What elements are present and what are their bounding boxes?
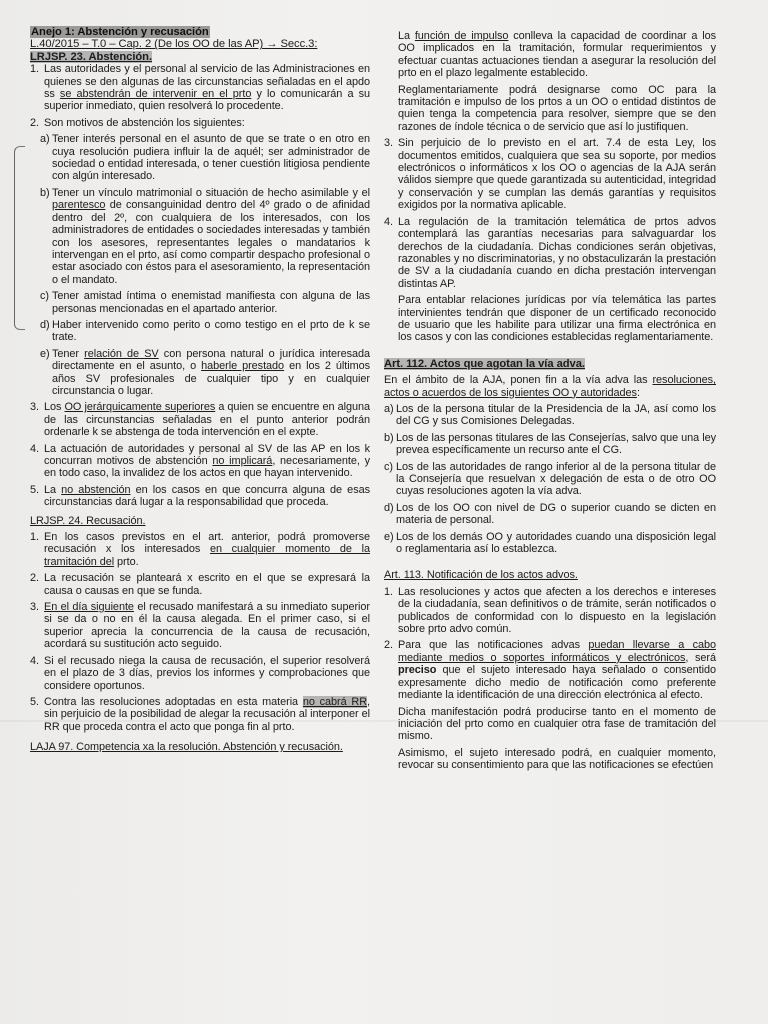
art24-paragraph-3: 3. En el día siguiente el recusado manifestará a su inmediato superior si se da o no en él la causa alegada. En el primer caso, si el superior aprecia la concurrencia de la causa de recusación, acordará su sustitución acto seguido. xyxy=(30,601,370,651)
art113-paragraph-2: 2. Para que las notificaciones advas puedan llevarse a cabo mediante medios o soportes informáticos y electrónicos, será preciso que el sujeto interesado haya señalado o consentido expresamente dicho medio de notificación como preferente mediante la identificación de una dirección electrónica al efecto. xyxy=(384,639,716,702)
art23-paragraph-4: 4. La actuación de autoridades y personal al SV de las AP en los k concurran motivos de abstención no implicará, necesariamente, y en todo caso, la invalidez de los actos en que hayan intervenido. xyxy=(30,442,370,480)
art24-paragraph-5: 5. Contra las resoluciones adoptadas en esta materia no cabrá RR, sin perjuicio de la posibilidad de alegar la recusación al interponer el RR que proceda contra el acto que ponga fin al prto. xyxy=(30,695,370,733)
section-heading-23 xyxy=(30,51,370,63)
art112-item-e: e) Los de los demás OO y autoridades cuando una disposición legal o reglamentaria así lo establezca. xyxy=(384,530,716,556)
art24-paragraph-1: 1. En los casos previstos en el art. anterior, podrá promoverse recusación x los interesados en cualquier momento de la tramitación del prto. xyxy=(30,531,370,568)
item-number: 1. xyxy=(30,63,39,76)
title-highlight: Anejo 1: Abstención y recusación xyxy=(31,26,209,38)
art112-intro: En el ámbito de la AJA, ponen fin a la vía adva las resoluciones, actos o acuerdos de los siguientes OO y autoridades: xyxy=(384,374,716,399)
art24-paragraph-2: 2. La recusación se planteará x escrito en el que se expresará la causa o causas en que se funda. xyxy=(30,572,370,597)
handwritten-brace xyxy=(14,146,25,330)
art23-motive-e: e) Tener relación de SV con persona natural o jurídica interesada directamente en el asunto, o haberle prestado en los 2 últimos años SV profesionales de cualquier tipo y en cualquier circunstancia o lugar. xyxy=(40,347,371,397)
art112-item-b: b) Los de las personas titulares de las Consejerías, salvo que una ley prevea específicamente un recurso ante el CG. xyxy=(384,431,716,457)
art113-revocation: Asimismo, el sujeto interesado podrá, en cualquier momento, revocar su consentimiento para que las notificaciones se efectúen xyxy=(398,746,716,772)
right-paragraph-3: 3. Sin perjuicio de lo previsto en el art. 7.4 de esta Ley, los documentos emitidos, cualquiera que sea su soporte, por medios electrónicos o informáticos x los OO o agencias de la AJA serán válidos siempre que quede garantizada su autenticidad, integridad y conservación y se cumplan las demás garantías y requisitos exigidos por la normativa aplicable. xyxy=(384,137,716,212)
item-text: Las autoridades y el personal al servicio de las Administraciones en quienes se den algunas de las circunstancias señaladas en el apdo ss se abstendrán de intervenir en el prto y lo comunicarán a su superior inmediato, quien resolverá lo procedente. xyxy=(44,63,370,113)
art23-motive-c: c) Tener amistad íntima o enemistad manifiesta con alguna de las personas mencionadas en el apartado anterior. xyxy=(40,290,370,315)
art112-item-a: a) Los de la persona titular de la Presidencia de la JA, así como los del CG y sus Comisiones Delegadas. xyxy=(384,402,716,428)
telematic-paragraph: Para entablar relaciones jurídicas por vía telemática las partes intervinientes tendrán que disponer de un certificado reconocido de usuario que les habilite para utilizar una firma electrónica en los casos y con las condiciones establecidas reglamentariamente. xyxy=(398,294,716,344)
impulse-paragraph: La función de impulso conlleva la capacidad de coordinar a los OO implicados en la tramitación, formular requerimientos y efectuar cuantas actuaciones tiendan a asegurar la resolución del prto en el plazo legalmente establecido. xyxy=(398,30,716,80)
section-23-label: LRJSP. 23. Abstención. xyxy=(30,50,152,63)
left-column xyxy=(30,26,370,756)
art23-motive-a: a) Tener interés personal en el asunto de que se trate o en otro en cuya resolución pudiera influir la de aquél; ser administrador de sociedad o entidad interesada, o tener cuestión litigiosa pendiente con algún interesado. xyxy=(40,133,370,183)
right-column xyxy=(384,30,716,776)
section-heading-113: Art. 113. Notificación de los actos advos. xyxy=(384,569,578,582)
art24-paragraph-4: 4. Si el recusado niega la causa de recusación, el superior resolverá en el plazo de 3 días, previos los informes y comprobaciones que considere oportunos. xyxy=(30,654,370,692)
art23-paragraph-5: 5. La no abstención en los casos en que concurra alguna de esas circunstancias dará lugar a la responsabilidad que proceda. xyxy=(30,483,370,509)
section-heading-112: Art. 112. Actos que agotan la vía adva. xyxy=(384,357,585,370)
item-text: Son motivos de abstención los siguientes: xyxy=(44,116,245,129)
art23-motive-d: d) Haber intervenido como perito o como testigo en el prto de k se trate. xyxy=(40,318,370,344)
art112-item-d: d) Los de los OO con nivel de DG o superior cuando se dicten en materia de personal. xyxy=(384,501,716,527)
section-heading-24: LRJSP. 24. Recusación. xyxy=(30,514,146,527)
art23-paragraph-2 xyxy=(30,117,370,129)
art23-paragraph-1 xyxy=(30,63,370,113)
art113-manifestation: Dicha manifestación podrá producirse tanto en el momento de iniciación del prto como en cualquier otra fase de tramitación del mismo. xyxy=(398,705,716,743)
art112-item-c: c) Los de las autoridades de rango inferior al de la persona titular de la Consejería que resuelvan x delegación de esta o de otro OO cuyas resoluciones agoten la vía adva. xyxy=(384,460,716,498)
right-paragraph-4: 4. La regulación de la tramitación telemática de prtos advos contemplará las garantías necesarias para salvaguardar los derechos de la ciudadanía. Dichas condiciones serán objetivas, razonables y no discriminatorias, y no obstaculizarán la prestación de SV a la ciudadanía cuando en dicha prestación intervengan distintas AP. xyxy=(384,215,716,290)
regulation-paragraph: Reglamentariamente podrá designarse como OC para la tramitación e impulso de los prtos a un OO o entidad distintos de quien tenga la competencia para resolver, siempre que se den razones de índole técnica o de servicio que así lo justifiquen. xyxy=(398,83,716,133)
art23-paragraph-3: 3. Los OO jerárquicamente superiores a quien se encuentre en alguna de las circunstancias señaladas en el punto anterior podrán ordenarle k se abstenga de toda intervención en el expte. xyxy=(30,401,370,439)
document-title xyxy=(30,26,370,38)
art23-motive-b: b) Tener un vínculo matrimonial o situación de hecho asimilable y el parentesco de consanguinidad dentro del 4º grado o de afinidad dentro del 2º, con cualquiera de los interesados, con los administradores de entidades o sociedades interesadas y también con los asesores, representantes legales o mandatarios k intervengan en el prto, así como compartir despacho profesional o estar asociado con éstos para el asesoramiento, la representación o el mandato. xyxy=(40,186,370,286)
item-number: 2. xyxy=(30,116,39,129)
law-reference: L.40/2015 – T.0 – Cap. 2 (De los OO de las AP) → Secc.3: xyxy=(30,38,318,51)
cutoff-heading-laja97: LAJA 97. Competencia xa la resolución. Abstención y recusación. xyxy=(30,741,343,753)
art113-paragraph-1: 1. Las resoluciones y actos que afecten a los derechos e intereses de la ciudadanía, sean definitivos o de trámite, serán notificados o publicados de conformidad con lo dispuesto en la legislación sobre prto advo común. xyxy=(384,585,716,636)
